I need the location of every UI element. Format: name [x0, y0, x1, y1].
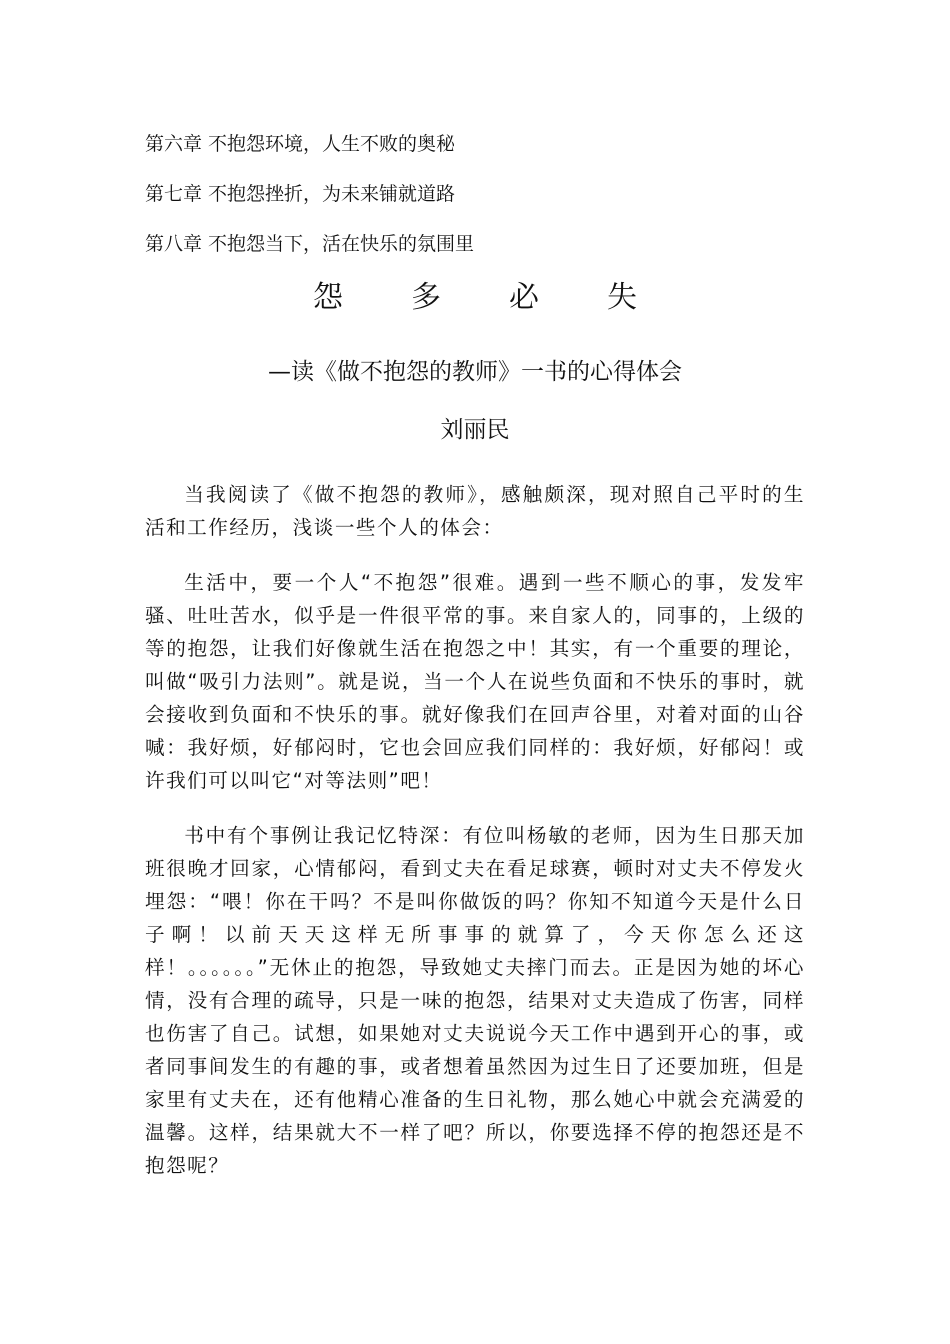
article-title	[0, 274, 950, 322]
article-subtitle: —读《做不抱怨的教师》一书的心得体会	[268, 359, 682, 385]
toc-item-chapter-8: 第八章 不抱怨当下，活在快乐的氛围里	[145, 233, 475, 255]
toc-item-chapter-6: 第六章 不抱怨环境，人生不败的奥秘	[145, 133, 456, 155]
author-name: 刘丽民	[440, 417, 510, 443]
paragraph-law-of-attraction: 生活中，要一个人“不抱怨”很难。遇到一些不顺心的事，发发牢骚、吐吐苦水，似乎是一件很平常的事。来自家人的，同事的，上级的等的抱怨，让我们好像就生活在抱怨之中！其实，有一个重要的理论，叫做“吸引力法则”。就是说，当一个人在说些负面和不快乐的事时，就会接收到负面和不快乐的事。就好像我们在回声谷里，对着对面的山谷喊：我好烦，好郁闷时，它也会回应我们同样的：我好烦，好郁闷！或许我们可以叫它“对等法则”吧！	[145, 571, 805, 792]
toc-item-chapter-7: 第七章 不抱怨挫折，为未来铺就道路	[145, 183, 456, 205]
title-char: 多	[411, 280, 441, 315]
article-body	[145, 478, 805, 1204]
paragraph-example: 书中有个事例让我记忆特深：有位叫杨敏的老师，因为生日那天加班很晚才回家，心情郁闷，看到丈夫在看足球赛，顿时对丈夫不停发火埋怨：“喂！你在干吗？不是叫你做饭的吗？你知不知道今天是什么日子啊！以前天天这样无所事事的就算了，今天你怎么还这样！。。。。。。”无休止的抱怨，导致她丈夫摔门而去。正是因为她的坏心情，没有合理的疏导，只是一味的抱怨，结果对丈夫造成了伤害，同样也伤害了自己。试想，如果她对丈夫说说今天工作中遇到开心的事，或者同事间发生的有趣的事，或者想着虽然因为过生日了还要加班，但是家里有丈夫在，还有他精心准备的生日礼物，那么她心中就会充满爱的温馨。这样，结果就大不一样了吧？所以，你要选择不停的抱怨还是不抱怨呢？	[145, 824, 805, 1177]
title-char: 失	[607, 280, 637, 315]
paragraph-intro: 当我阅读了《做不抱怨的教师》，感触颇深，现对照自己平时的生活和工作经历，浅谈一些个人的体会：	[145, 483, 805, 539]
table-of-contents	[145, 119, 805, 269]
title-char: 怨	[313, 280, 343, 315]
title-char: 必	[509, 280, 539, 315]
